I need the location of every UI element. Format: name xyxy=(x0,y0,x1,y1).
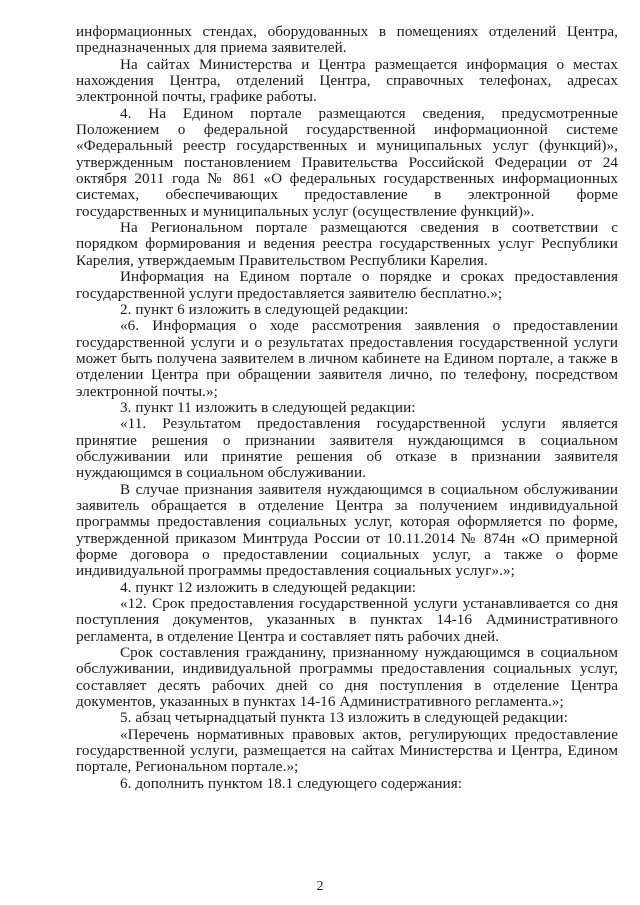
paragraph-16: 6. дополнить пунктом 18.1 следующего содержания: xyxy=(120,774,463,792)
document-body xyxy=(76,24,618,792)
paragraph-8: 3. пункт 11 изложить в следующей редакции: xyxy=(120,398,416,416)
paragraph-1: информационных стендах, оборудованных в помещениях отделений Центра, предназначенных для приема заявителей. xyxy=(76,23,618,57)
paragraph-14: 5. абзац четырнадцатый пункта 13 изложить в следующей редакции: xyxy=(120,709,568,727)
paragraph-2: На сайтах Министерства и Центра размещается информация о местах нахождения Центра, отделений Центра, справочных телефонах, адресах электронной почты, графике работы. xyxy=(76,55,618,106)
paragraph-6: 2. пункт 6 изложить в следующей редакции: xyxy=(120,300,409,318)
paragraph-11: 4. пункт 12 изложить в следующей редакции: xyxy=(120,578,417,596)
paragraph-12: «12. Срок предоставления государственной услуги устанавливается со дня поступления документов, указанных в пунктах 14-16 Административного регламента, в отделение Центра и составляет пять рабочих дней. xyxy=(76,595,618,645)
paragraph-9: «11. Результатом предоставления государственной услуги является принятие решения о признании заявителя нуждающимся в социальном обслуживании или принятие решения об отказе в признании заявителя нуждающимся в социальном обслуживании. xyxy=(76,415,618,482)
paragraph-10: В случае признания заявителя нуждающимся в социальном обслуживании заявитель обращается в отделение Центра за получением индивидуальной программы предоставления социальных услуг, которая оформляется по форме, утвержденной приказом Минтруда России от 10.11.2014 № 874н «О примерной форме договора о предоставлении социальных услуг, а также о форме индивидуальной программы предоставления социальных услуг».»; xyxy=(76,480,618,580)
paragraph-3: 4. На Едином портале размещаются сведения, предусмотренные Положением о федеральной государственной информационной системе «Федеральный реестр государственных и муниципальных услуг (функций)», утвержденным постановлением Правительства Российской Федерации от 24 октября 2011 года № 861 «О федеральных государственных информационных системах, обеспечивающих предоставление в электронной форме государственных и муниципальных услуг (осуществление функций)». xyxy=(76,104,618,220)
paragraph-7: «6. Информация о ходе рассмотрения заявления о предоставлении государственной услуги и о результатах предоставления государственной услуги может быть получена заявителем в личном кабинете на Едином портале, а также в отделении Центра при обращении заявителя лично, по телефону, посредством электронной почты.»; xyxy=(76,317,618,400)
paragraph-4: На Региональном портале размещаются сведения в соответствии с порядком формирования и ведения реестра государственных услуг Республики Карелия, утверждаемым Правительством Республики Карелия. xyxy=(76,219,618,269)
page-number: 2 xyxy=(316,879,324,894)
paragraph-13: Срок составления гражданину, признанному нуждающимся в социальном обслуживании, индивидуальной программы предоставления социальных услуг, составляет десять рабочих дней со дня поступления в отделение Центра документов, указанных в пунктах 14-16 Административного регламента.»; xyxy=(76,644,618,711)
paragraph-15: «Перечень нормативных правовых актов, регулирующих предоставление государственной услуги, размещается на сайтах Министерства и Центра, Едином портале, Региональном портале.»; xyxy=(76,725,618,776)
paragraph-5: Информация на Едином портале о порядке и сроках предоставления государственной услуги предоставляется заявителю бесплатно.»; xyxy=(76,268,618,302)
